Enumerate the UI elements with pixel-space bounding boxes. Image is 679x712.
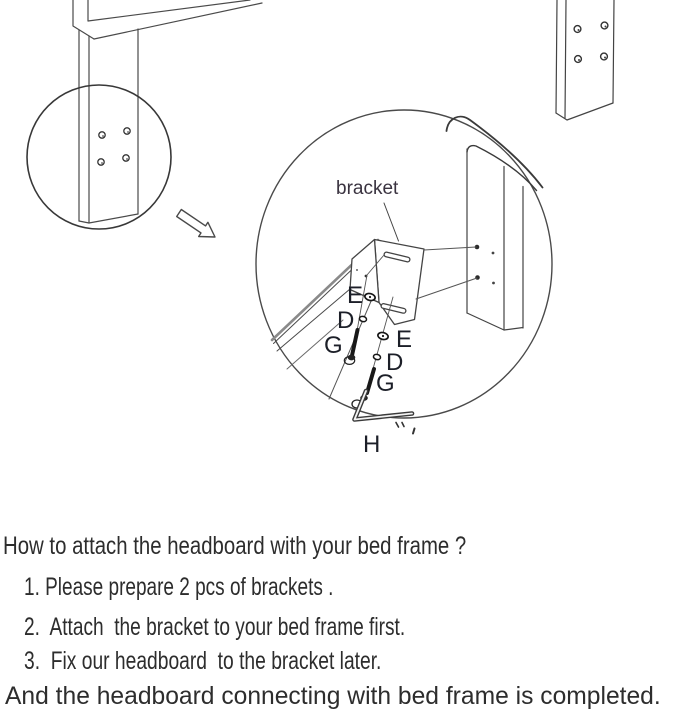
circle-leg-drawing [447,117,543,330]
zoom-arrow [177,210,215,238]
instructions-conclusion: And the headboard connecting with bed frame is completed. [5,682,661,710]
part-label-d1: D [337,307,355,334]
part-label-g2: G [376,370,395,397]
part-label-e1: E [347,282,364,309]
part-label-d2: D [386,349,404,376]
instruction-step-2: 2. Attach the bracket to your bed frame first. [24,613,406,641]
part-label-h: H [363,431,381,458]
detail-circle-small [27,85,171,229]
instruction-step-3: 3. Fix our headboard to the bracket later. [24,647,382,675]
stray-marks [396,423,415,434]
instruction-step-1: 1. Please prepare 2 pcs of brackets . [24,573,334,601]
bracket-leader-line [384,203,399,241]
left-leg-holes [98,128,130,165]
part-label-e2: E [396,326,413,353]
part-label-g1: G [324,332,343,359]
headboard-corner-drawing [73,0,262,223]
bracket-label: bracket [336,178,399,199]
instructions-heading: How to attach the headboard with your bed frame ? [3,532,467,560]
